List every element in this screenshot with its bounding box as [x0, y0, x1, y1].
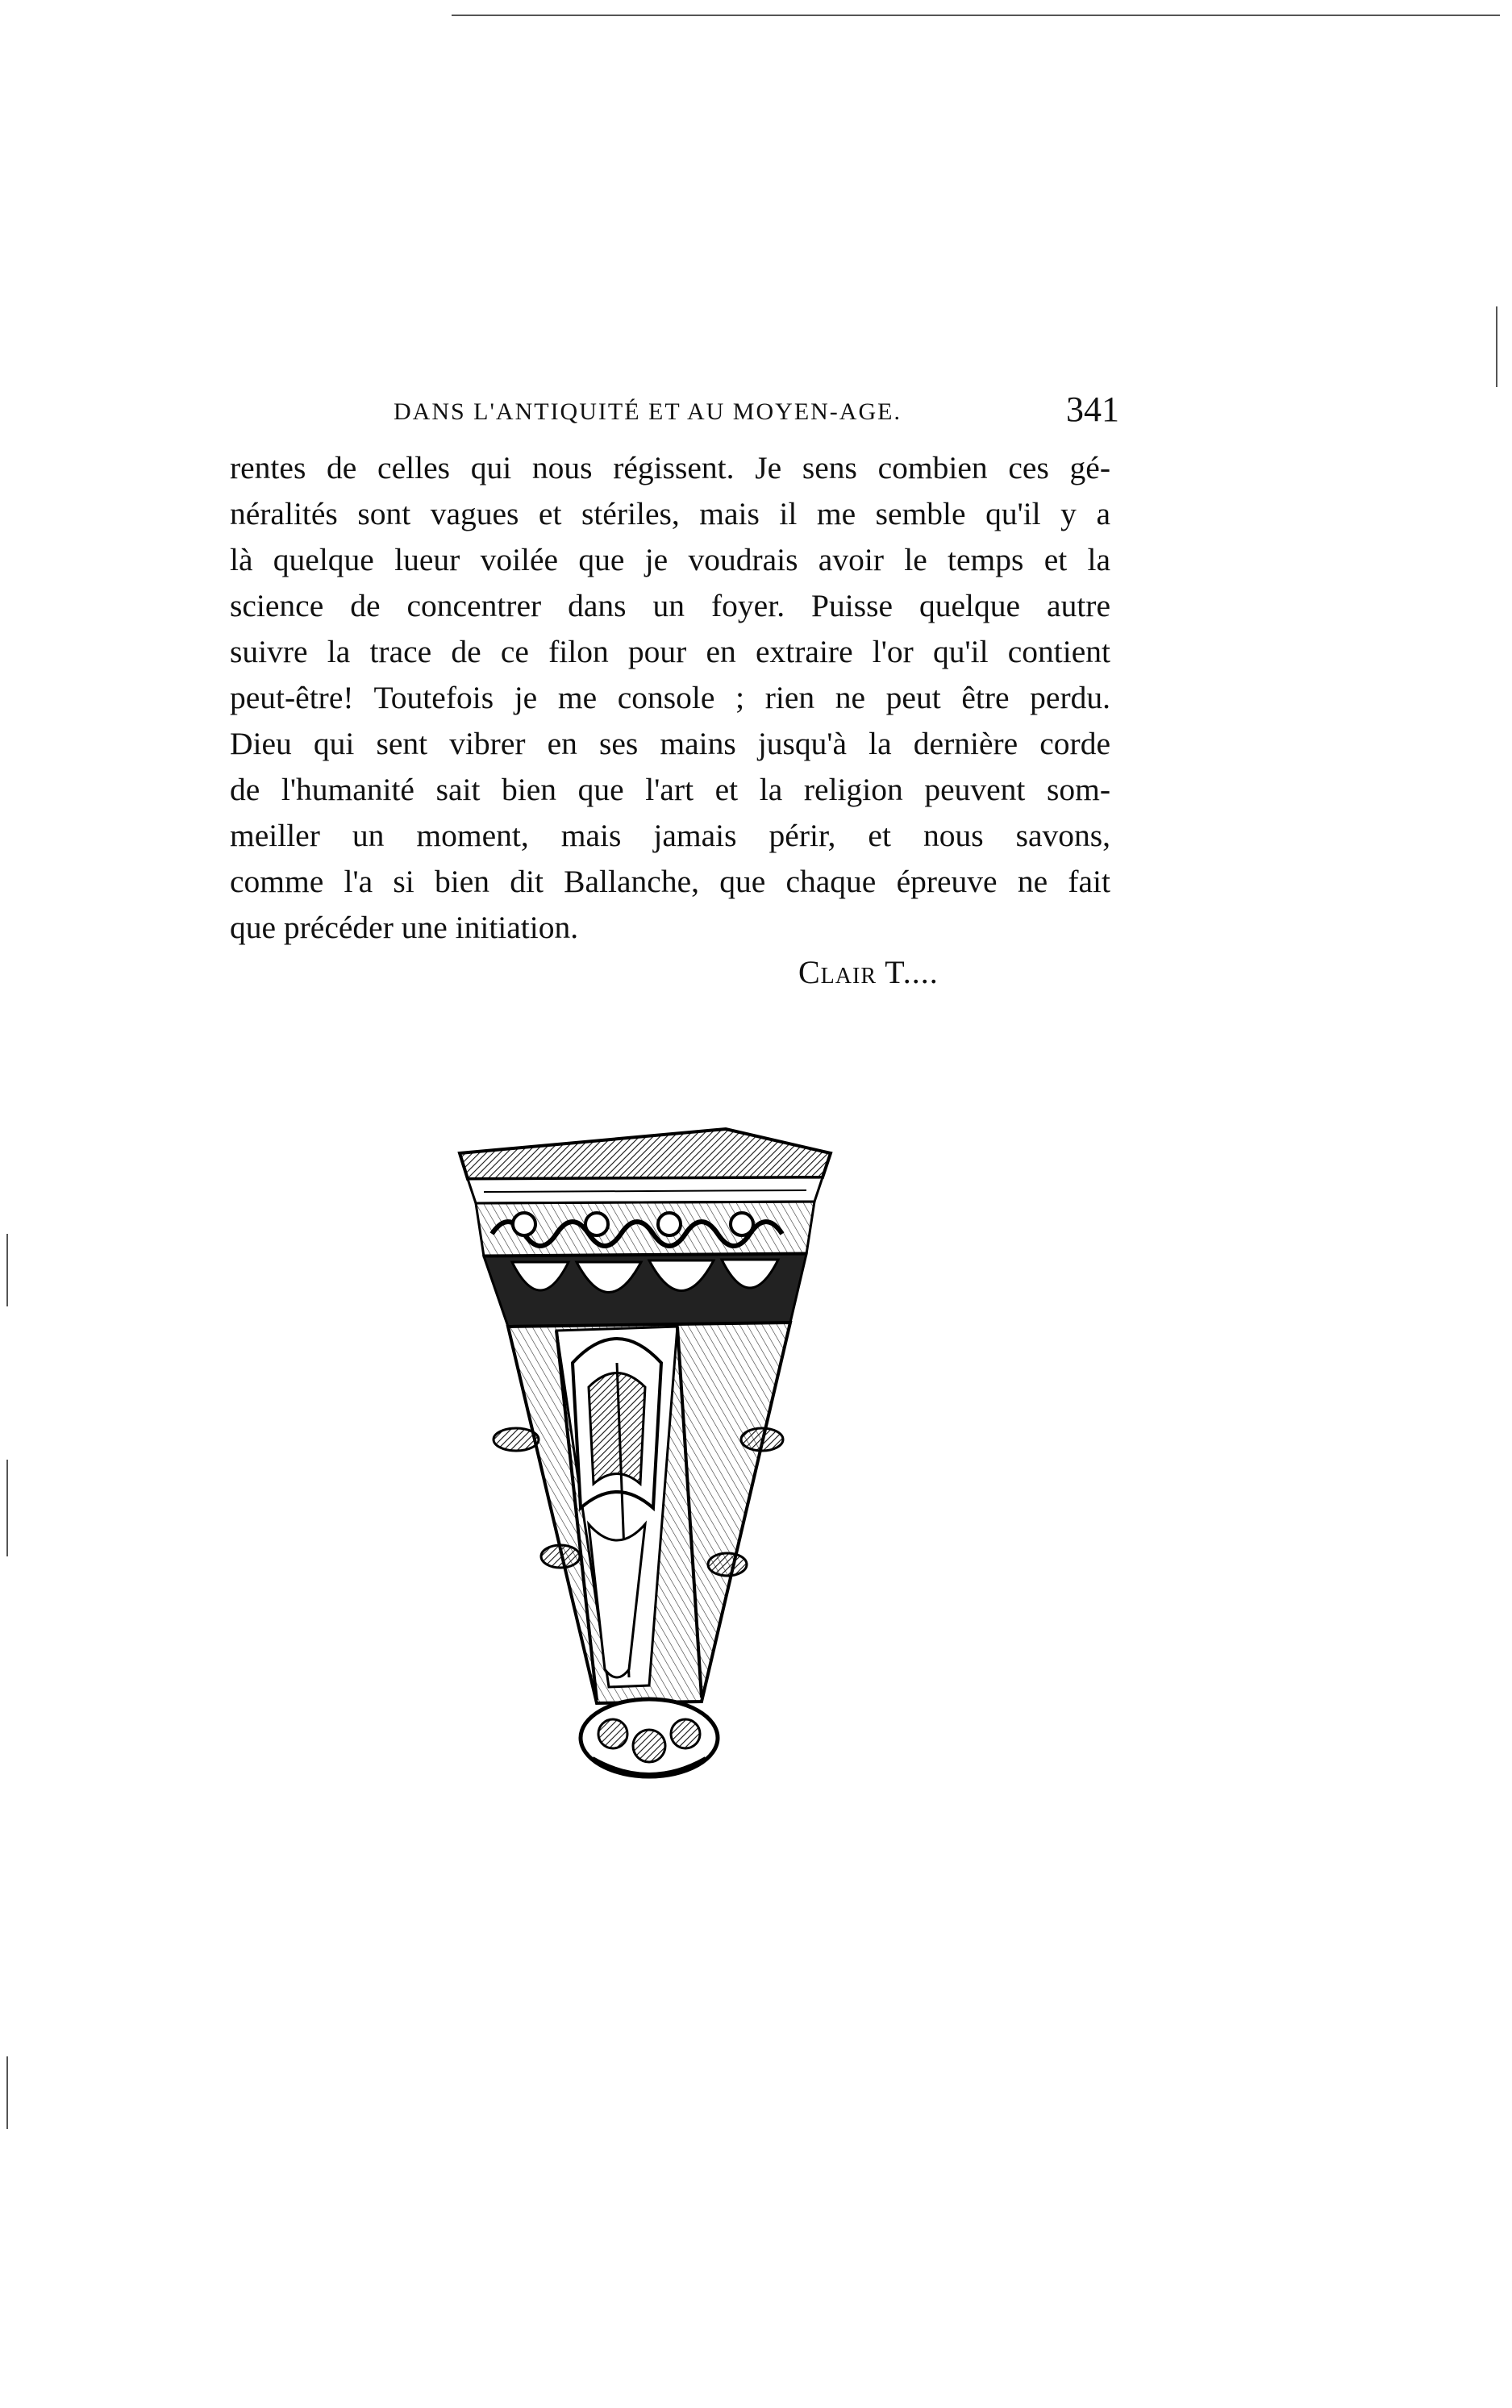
text-line: suivre la trace de ce filon pour en extraire l'or qu'il contient — [230, 634, 1110, 669]
gothic-corbel-engraving — [435, 1121, 871, 1798]
corbel-cornice — [460, 1129, 831, 1203]
text-line: rentes de celles qui nous régissent. Je sens combien ces gé- — [230, 450, 1110, 485]
text-line: néralités sont vagues et stériles, mais il me semble qu'il y a — [230, 496, 1110, 531]
arcade-band — [484, 1254, 806, 1327]
pendant-boss — [581, 1699, 718, 1777]
running-title: DANS L'ANTIQUITÉ ET AU MOYEN-AGE. — [394, 398, 902, 425]
text-line: science de concentrer dans un foyer. Puisse quelque autre — [230, 588, 1110, 623]
scan-edge-top — [452, 15, 1500, 16]
scan-edge-left — [6, 1234, 8, 1306]
text-line: là quelque lueur voilée que je voudrais avoir le temps et la — [230, 542, 1110, 577]
body-paragraph — [230, 445, 1110, 951]
page-header — [232, 389, 1119, 437]
text-line: meiller un moment, mais jamais périr, et nous savons, — [230, 818, 1110, 853]
text-line: que précéder une initiation. — [230, 910, 579, 945]
text-line: Dieu qui sent vibrer en ses mains jusqu'à la dernière corde — [230, 726, 1110, 761]
text-line: peut-être! Toutefois je me console ; rien ne peut être perdu. — [230, 680, 1110, 715]
text-line: comme l'a si bien dit Ballanche, que chaque épreuve ne fait — [230, 864, 1110, 899]
text-line: de l'humanité sait bien que l'art et la religion peuvent som- — [230, 772, 1110, 807]
scan-edge-left-2 — [6, 1460, 8, 1556]
author-signature: Clair T.... — [798, 954, 939, 990]
foliage-frieze — [476, 1202, 814, 1256]
page-number: 341 — [1066, 390, 1119, 429]
corbel-body — [508, 1323, 790, 1703]
scan-edge-right — [1496, 306, 1497, 387]
scan-edge-left-3 — [6, 2056, 8, 2129]
